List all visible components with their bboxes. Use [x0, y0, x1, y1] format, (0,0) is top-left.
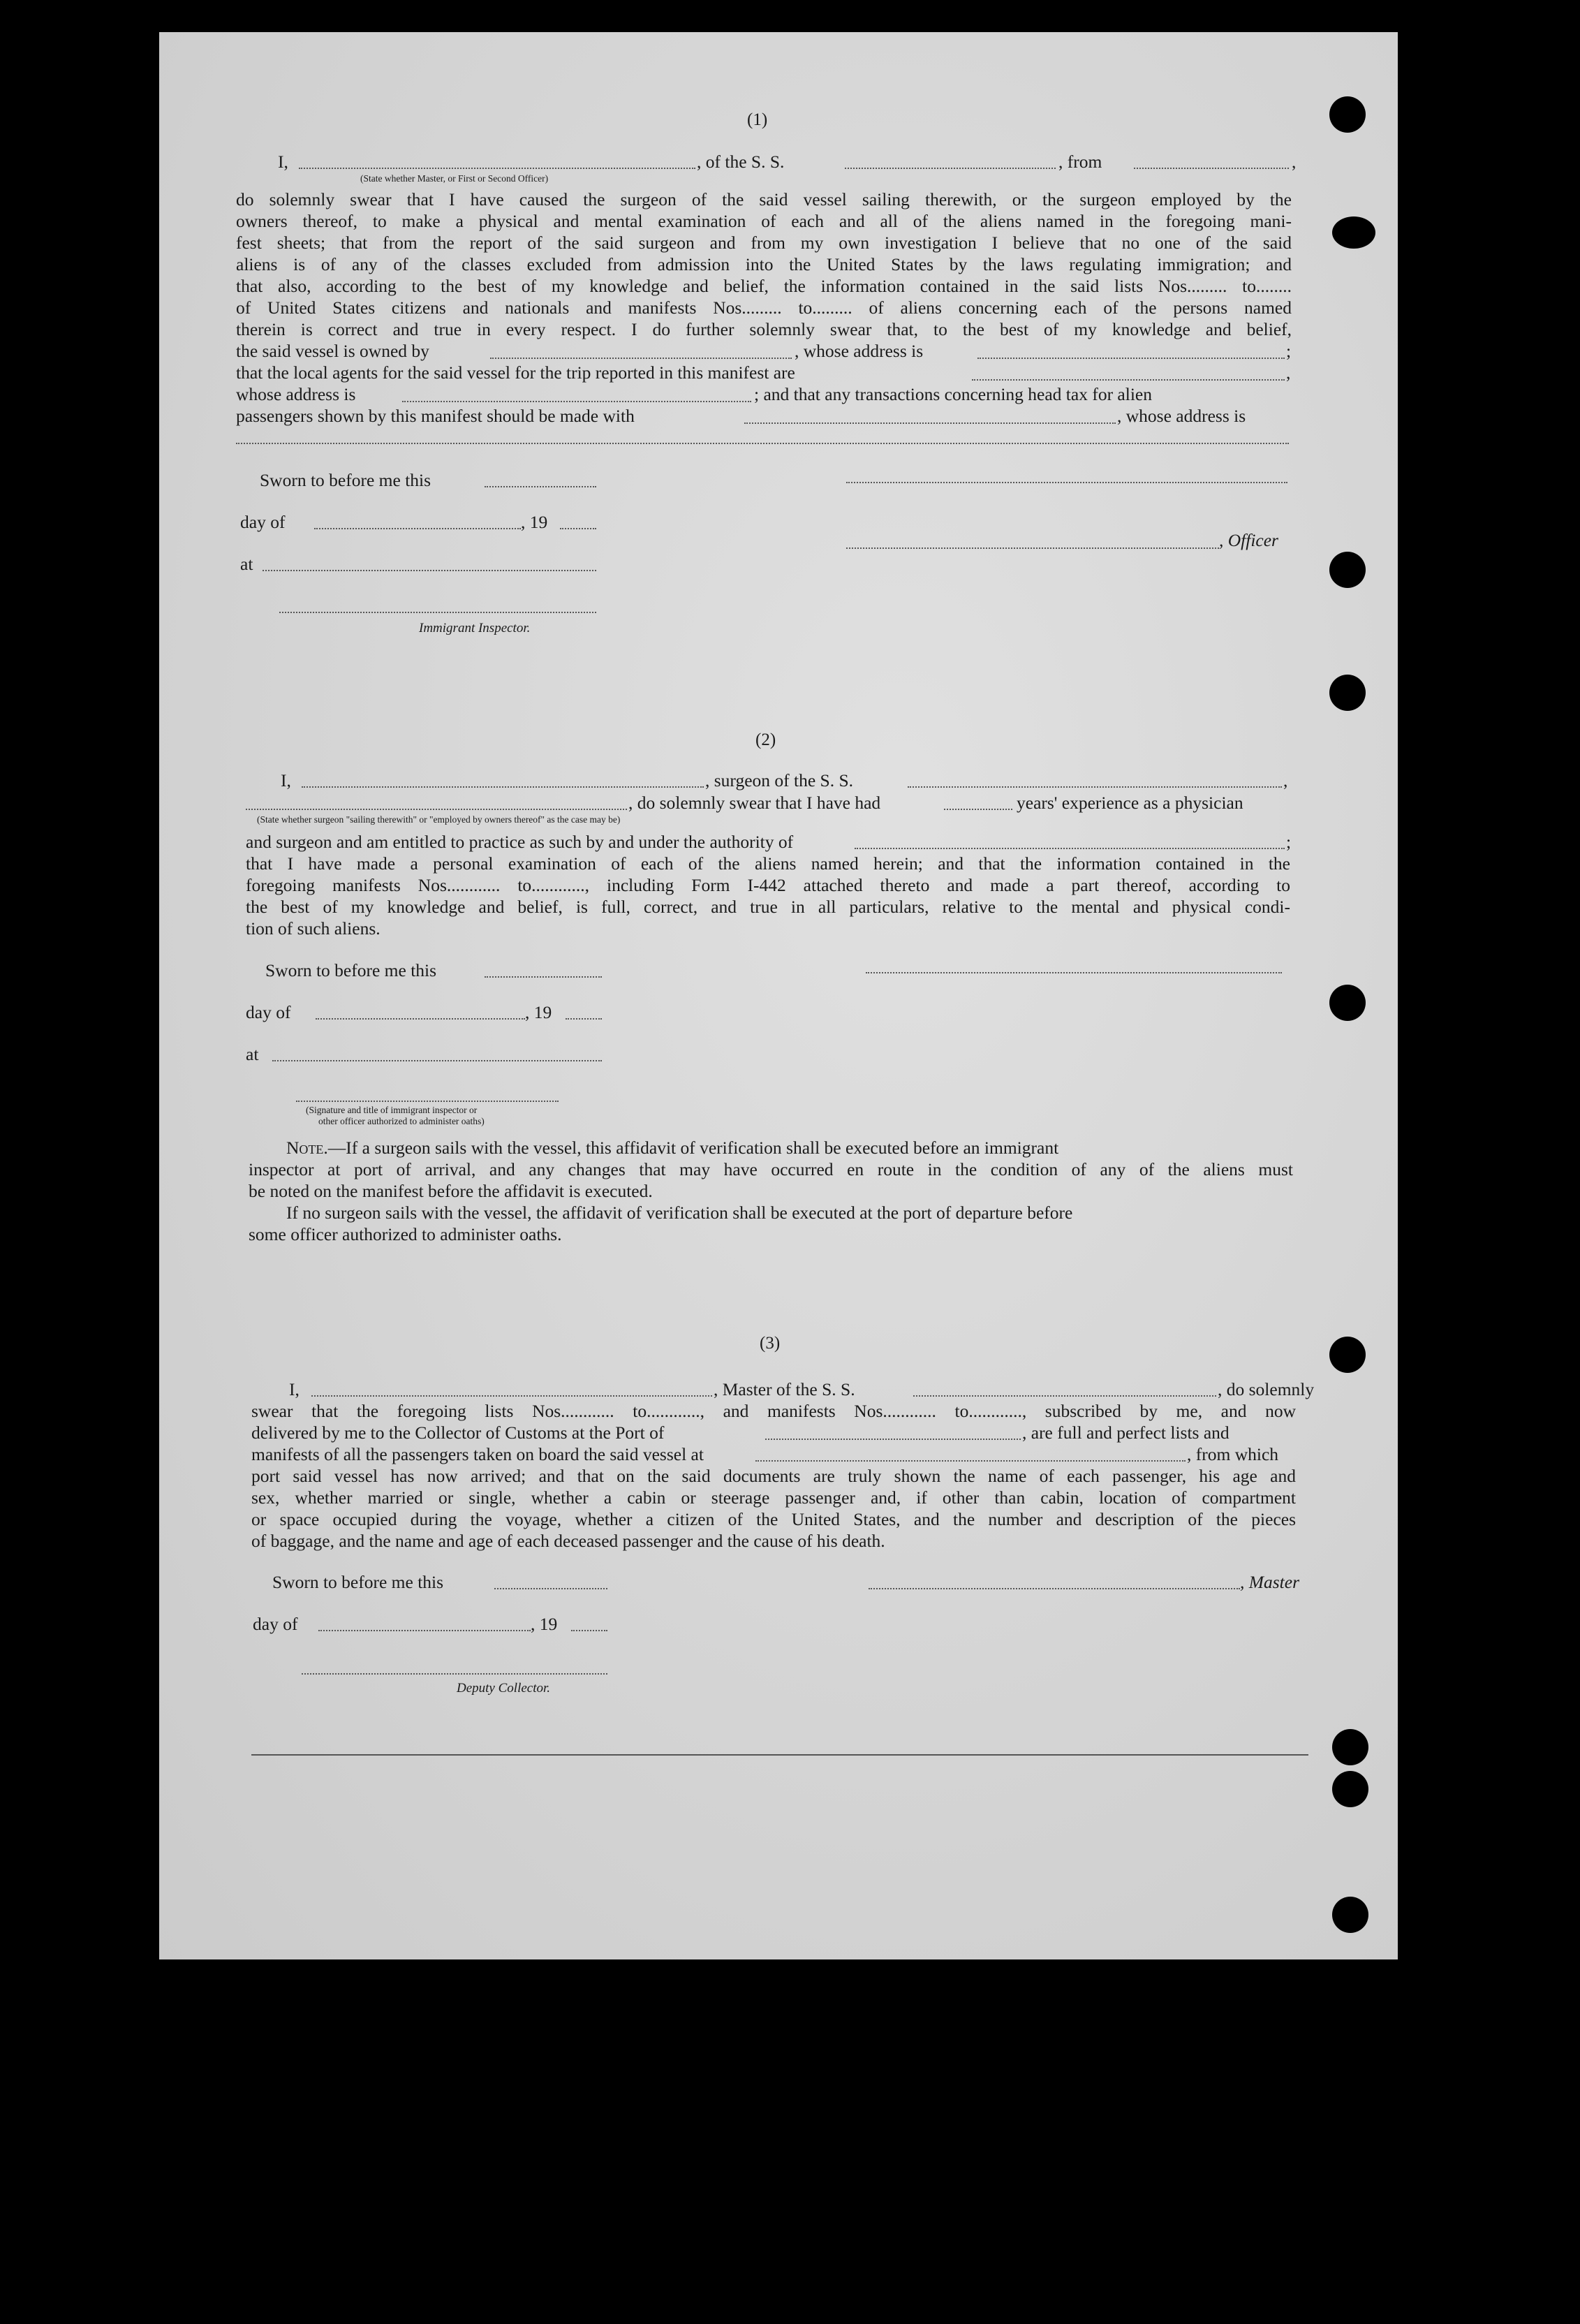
s2-line3: and surgeon and am entitled to practice as such by and under the authority of [246, 832, 794, 852]
s2-ship-field [908, 786, 1282, 788]
section-1-number: (1) [747, 110, 768, 129]
s1-officer-field [299, 168, 695, 169]
s2-year-field [566, 1018, 602, 1020]
s1-inspector-field [279, 612, 596, 613]
s1-body-3: aliens is of any of the classes excluded from admission into the United States by the laws regulating immigration; and [236, 254, 1292, 274]
s2-sig-note-1: (Signature and title of immigrant inspector or [306, 1105, 478, 1115]
s1-agents: that the local agents for the said vessel for the trip reported in this manifest are [236, 362, 795, 383]
s1-from: , from [1058, 152, 1102, 172]
s3-sworn-field [494, 1588, 607, 1589]
s2-sig-note-2: other officer authorized to administer oaths) [318, 1116, 485, 1126]
s1-agents-comma: , [1286, 362, 1291, 383]
section-2-number: (2) [755, 730, 776, 749]
s3-body-1: sex, whether married or single, whether a cabin or steerage passenger and, if other than cabin, location of compartment [251, 1487, 1296, 1508]
s3-master-signature-field [869, 1588, 1240, 1589]
s3-line3-b: , are full and perfect lists and [1022, 1422, 1230, 1443]
s2-line7: tion of such aliens. [246, 918, 381, 939]
s1-body-4: that also, according to the best of my knowledge and belief, the information contained in the said lists Nos......... to........ [236, 276, 1292, 296]
s1-body-1: owners thereof, to make a physical and mental examination of each and all of the aliens named in the foregoing mani- [236, 211, 1292, 231]
s2-note-line4: If no surgeon sails with the vessel, the affidavit of verification shall be executed at the port of departure before [286, 1203, 1073, 1223]
s1-body-5: of United States citizens and nationals and manifests Nos......... to......... of aliens concerning each of the persons named [236, 297, 1292, 318]
s1-head-tax-field [744, 422, 1116, 424]
punch-hole [1329, 985, 1366, 1021]
s1-i: I, [278, 152, 288, 172]
s2-note-line2: inspector at port of arrival, and any changes that may have occurred en route in the condition of any of the aliens must [249, 1159, 1293, 1179]
s1-at-field [263, 570, 596, 571]
s1-officer-signature-field [846, 482, 1287, 483]
s2-inspector-field [296, 1101, 559, 1102]
s1-sworn-field [485, 486, 596, 487]
s3-line4-a: manifests of all the passengers taken on board the said vessel at [251, 1444, 704, 1464]
s2-day-field [316, 1018, 525, 1020]
s1-agents-field [972, 379, 1285, 381]
s2-at: at [246, 1044, 259, 1064]
s2-surgeon-note: (State whether surgeon "sailing therewith" or "employed by owners thereof" as the case may be) [257, 814, 621, 825]
s3-deputy-label: Deputy Collector. [457, 1681, 551, 1696]
s1-officer-label: , Officer [1219, 530, 1278, 550]
s3-master-label: , Master [1240, 1572, 1299, 1592]
s1-year: , 19 [521, 512, 548, 532]
s3-line3-a: delivered by me to the Collector of Customs at the Port of [251, 1422, 665, 1443]
s1-inspector-label: Immigrant Inspector. [419, 621, 531, 635]
punch-hole [1332, 1771, 1368, 1807]
s3-vessel-at-field [755, 1460, 1186, 1462]
manifest-page [159, 32, 1398, 1959]
s2-years: years' experience as a physician [1017, 793, 1243, 813]
s1-day-of: day of [240, 512, 286, 532]
s1-semicolon: ; [1286, 341, 1292, 361]
s3-line4-b: , from which [1187, 1444, 1279, 1464]
s2-swear: , do solemnly swear that I have had [628, 793, 881, 813]
s3-master-name-field [311, 1395, 712, 1397]
bottom-rule [251, 1754, 1308, 1756]
s2-line4: that I have made a personal examination of each of the aliens named herein; and that the information contained in the [246, 853, 1290, 874]
s3-body-0: port said vessel has now arrived; and that on the said documents are truly shown the name of each passenger, his age and [251, 1466, 1296, 1486]
punch-hole [1329, 1337, 1366, 1373]
s2-surgeon-signature-field [866, 972, 1282, 973]
s2-i: I, [281, 770, 291, 790]
s3-ship-field [913, 1395, 1216, 1397]
s1-owner-field [490, 358, 792, 359]
punch-hole [1332, 1897, 1368, 1933]
s1-agents-address-field [402, 401, 751, 402]
s2-at-field [272, 1060, 602, 1061]
s2-line5: foregoing manifests Nos............ to............, including Form I-442 attached thereto and made a part thereof, according to [246, 875, 1290, 895]
s1-head-tax: ; and that any transactions concerning head tax for alien [754, 384, 1152, 404]
s1-body-6: therein is correct and true in every respect. I do further solemnly swear that, to the best of my knowledge and belief, [236, 319, 1292, 339]
note-label: Note. [286, 1138, 328, 1158]
note-text-1: —If a surgeon sails with the vessel, this affidavit of verification shall be executed before an immigrant [327, 1138, 1059, 1158]
s2-sworn-field [485, 976, 602, 978]
s3-day-field [318, 1630, 531, 1631]
s1-owner-address: , whose address is [795, 341, 924, 361]
s2-line3-end: ; [1286, 832, 1292, 852]
s3-body-2: or space occupied during the voyage, whether a citizen of the United States, and the number and description of the pieces [251, 1509, 1296, 1529]
s2-comma: , [1283, 770, 1288, 790]
s1-address-field [236, 443, 1289, 444]
s2-note-line5: some officer authorized to administer oaths. [249, 1224, 562, 1244]
s2-surgeon-of-ss: , surgeon of the S. S. [705, 770, 854, 790]
s1-at: at [240, 554, 253, 574]
s1-body-0: do solemnly swear that I have caused the surgeon of the said vessel sailing therewith, or the surgeon employed by the [236, 189, 1292, 209]
s2-year: , 19 [525, 1002, 552, 1022]
s2-note-line3: be noted on the manifest before the affidavit is executed. [249, 1181, 653, 1201]
s1-year-field [560, 528, 596, 529]
s3-last-line: of baggage, and the name and age of each deceased passenger and the cause of his death. [251, 1531, 885, 1551]
s3-swear: , do solemnly [1218, 1379, 1315, 1399]
s2-line6: the best of my knowledge and belief, is full, correct, and true in all particulars, relative to the mental and physical condi- [246, 897, 1290, 917]
s1-whose-address: whose address is [236, 384, 356, 404]
s3-master-of-ss: , Master of the S. S. [714, 1379, 855, 1399]
s3-year: , 19 [531, 1614, 558, 1634]
s1-owned-by: the said vessel is owned by [236, 341, 429, 361]
s2-day-of: day of [246, 1002, 291, 1022]
s2-surgeon-name-field [302, 786, 704, 788]
s1-sworn: Sworn to before me this [260, 470, 431, 490]
s1-officer-name-field [846, 547, 1219, 549]
s1-passengers: passengers shown by this manifest should be made with [236, 406, 635, 426]
s2-years-field [944, 809, 1012, 810]
s3-day-of: day of [253, 1614, 298, 1634]
s1-body-2: fest sheets; that from the report of the said surgeon and from my own investigation I believe that no one of the said [236, 233, 1292, 253]
s1-of-ss: , of the S. S. [697, 152, 785, 172]
s1-ship-field [845, 168, 1056, 169]
s1-passengers-address: , whose address is [1117, 406, 1246, 426]
s3-port-field [765, 1439, 1021, 1440]
s3-year-field [571, 1630, 607, 1631]
s2-authority-field [855, 848, 1285, 849]
s2-note-line1 [286, 1137, 1058, 1159]
punch-hole [1329, 675, 1366, 711]
s1-day-field [314, 528, 521, 529]
punch-hole [1329, 552, 1366, 588]
s3-line2: swear that the foregoing lists Nos............ to............, and manifests Nos............ to............, subscribed by me, and now [251, 1401, 1296, 1421]
s1-officer-note: (State whether Master, or First or Second Officer) [360, 173, 549, 184]
punch-hole [1329, 96, 1366, 133]
section-3-number: (3) [760, 1334, 781, 1353]
s3-deputy-field [302, 1673, 607, 1675]
s1-from-field [1134, 168, 1289, 169]
s3-i: I, [289, 1379, 300, 1399]
s1-owner-address-field [977, 358, 1285, 359]
punch-hole [1332, 1729, 1368, 1765]
punch-hole [1332, 216, 1375, 249]
s1-comma: , [1292, 152, 1297, 172]
s2-sailing-field [246, 809, 627, 810]
s3-sworn: Sworn to before me this [272, 1572, 444, 1592]
s2-sworn: Sworn to before me this [265, 960, 437, 980]
